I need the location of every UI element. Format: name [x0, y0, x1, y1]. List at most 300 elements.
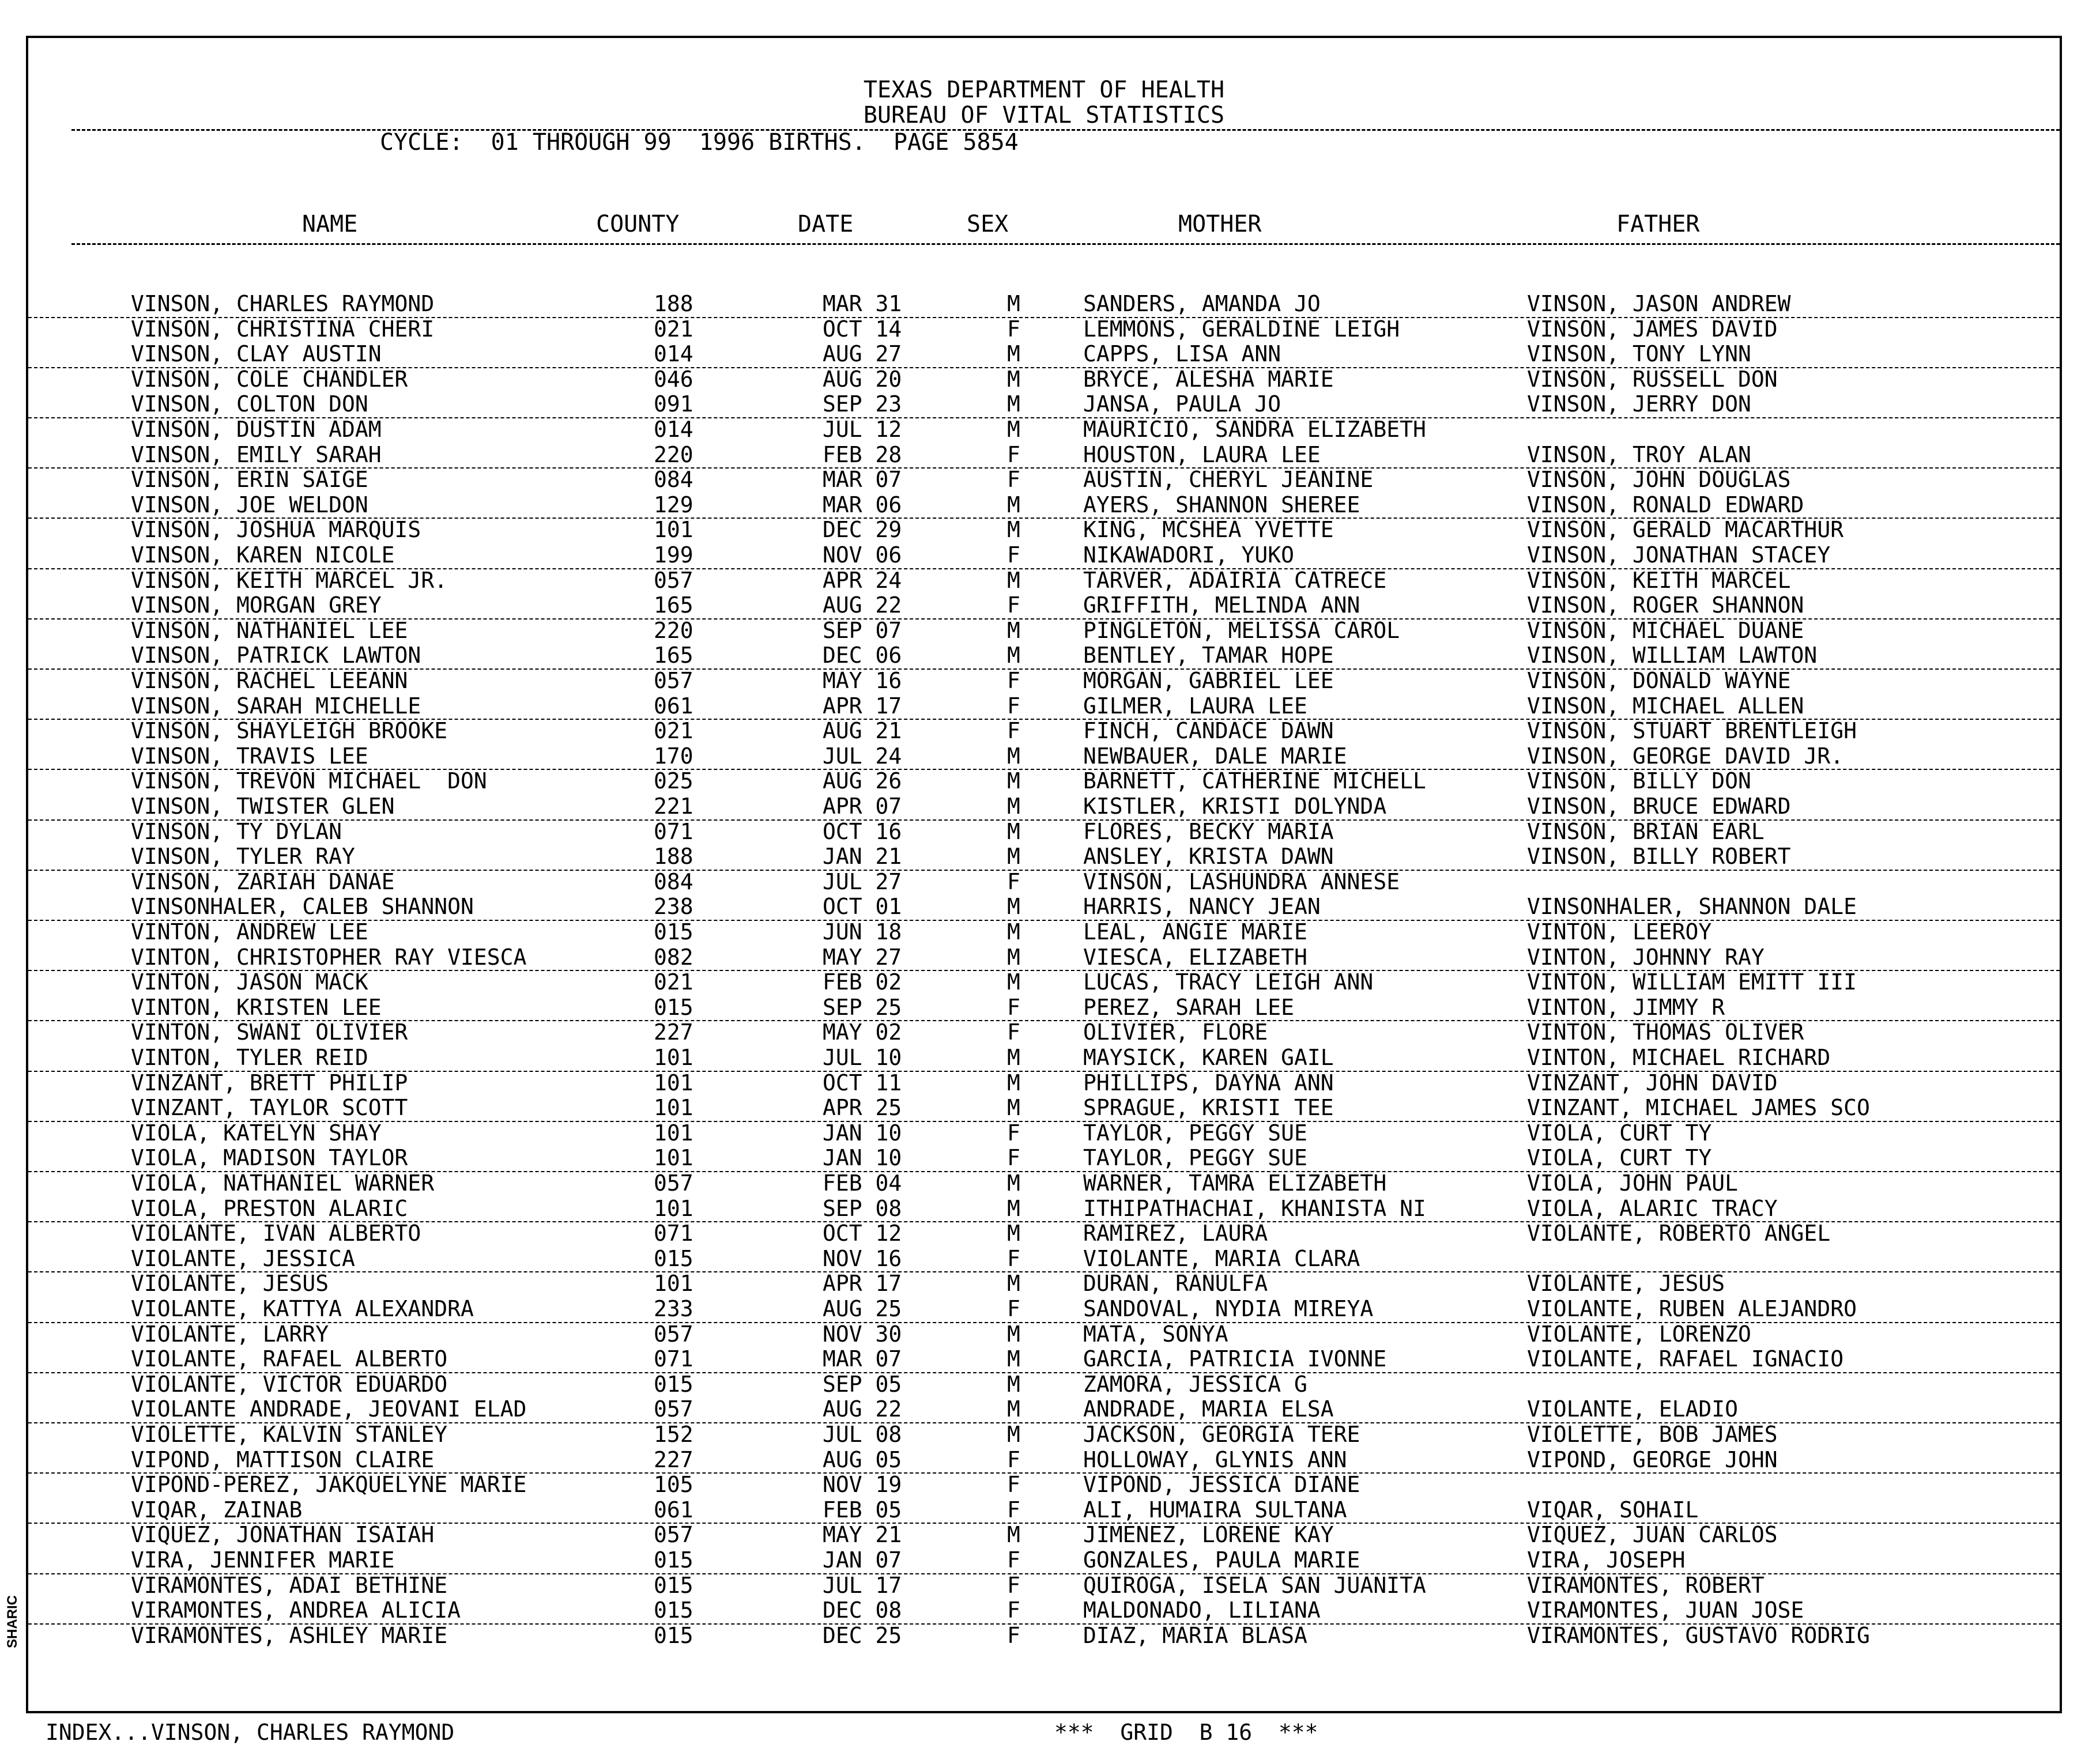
record-mother: ALI, HUMAIRA SULTANA [1083, 1497, 1347, 1523]
record-date: MAY 02 [823, 1019, 902, 1045]
record-mother: MAURICIO, SANDRA ELIZABETH [1083, 417, 1426, 442]
record-mother: TARVER, ADAIRIA CATRECE [1083, 567, 1387, 593]
record-name: VIOLANTE, JESSICA [131, 1245, 355, 1271]
record-date: AUG 05 [823, 1446, 902, 1472]
record-father: VINSON, RONALD EDWARD [1527, 492, 1804, 518]
record-sex: F [1007, 1019, 1020, 1045]
record-name: VINSON, CHRISTINA CHERI [131, 316, 435, 342]
record-mother: KISTLER, KRISTI DOLYNDA [1083, 794, 1387, 819]
record-name: VINSON, SARAH MICHELLE [131, 693, 421, 719]
record-date: JUL 24 [823, 743, 902, 769]
record-sex: M [1007, 341, 1020, 367]
record-date: DEC 29 [823, 517, 902, 543]
record-sex: F [1007, 1120, 1020, 1146]
record-name: VIQUEZ, JONATHAN ISAIAH [131, 1522, 435, 1548]
record-name: VINSON, ZARIAH DANAE [131, 868, 395, 894]
record-name: VINTON, KRISTEN LEE [131, 994, 382, 1020]
record-father: VIRAMONTES, GUSTAVO RODRIG [1527, 1622, 1870, 1648]
record-date: MAR 31 [823, 291, 902, 316]
record-county: 014 [654, 417, 693, 442]
record-name: VIOLA, PRESTON ALARIC [131, 1195, 408, 1221]
record-county: 091 [654, 391, 693, 417]
record-father: VINSON, RUSSELL DON [1527, 366, 1778, 392]
record-name: VIOLANTE, JESUS [131, 1271, 329, 1297]
table-row [28, 618, 2060, 644]
grid-footer: *** GRID B 16 *** [1054, 1720, 1318, 1745]
record-father: VINSON, MICHAEL DUANE [1527, 617, 1804, 643]
table-row [28, 1623, 2060, 1649]
record-sex: M [1007, 1346, 1020, 1372]
table-row [28, 668, 2060, 694]
table-row [28, 970, 2060, 995]
record-date: APR 25 [823, 1095, 902, 1121]
record-mother: HARRIS, NANCY JEAN [1083, 894, 1321, 920]
column-header-county: COUNTY [596, 211, 680, 237]
column-header-date: DATE [798, 211, 854, 237]
table-row [28, 1271, 2060, 1297]
table-row [28, 769, 2060, 794]
record-sex: M [1007, 894, 1020, 920]
record-sex: M [1007, 366, 1020, 392]
record-name: VINSON, TY DYLAN [131, 818, 342, 844]
record-sex: M [1007, 1170, 1020, 1196]
table-row [28, 1347, 2060, 1373]
record-father: VINSON, JOHN DOUGLAS [1527, 467, 1791, 493]
record-mother: GRIFFITH, MELINDA ANN [1083, 592, 1360, 618]
record-sex: F [1007, 1446, 1020, 1472]
record-sex: F [1007, 868, 1020, 894]
table-row [28, 995, 2060, 1022]
record-sex: M [1007, 1321, 1020, 1347]
record-sex: M [1007, 844, 1020, 870]
table-row [28, 443, 2060, 469]
record-sex: M [1007, 1195, 1020, 1221]
record-date: NOV 06 [823, 542, 902, 568]
record-sex: F [1007, 1145, 1020, 1171]
table-row [28, 1071, 2060, 1096]
record-father: VINSON, BILLY ROBERT [1527, 844, 1791, 870]
record-name: VIRAMONTES, ANDREA ALICIA [131, 1597, 461, 1623]
record-name: VINSON, TREVON MICHAEL DON [131, 768, 487, 794]
record-father: VINSON, ROGER SHANNON [1527, 592, 1804, 618]
table-row [28, 1171, 2060, 1196]
record-mother: BENTLEY, TAMAR HOPE [1083, 643, 1334, 668]
record-mother: ANDRADE, MARIA ELSA [1083, 1396, 1334, 1422]
record-date: MAR 06 [823, 492, 902, 518]
record-sex: M [1007, 517, 1020, 543]
record-father: VINTON, LEEROY [1527, 919, 1712, 945]
record-name: VINSON, RACHEL LEEANN [131, 668, 408, 693]
record-name: VINSON, SHAYLEIGH BROOKE [131, 718, 448, 744]
table-row [28, 1196, 2060, 1223]
record-sex: F [1007, 441, 1020, 467]
record-father: VINSON, MICHAEL ALLEN [1527, 693, 1804, 719]
record-name: VINTON, SWANI OLIVIER [131, 1019, 408, 1045]
record-name: VIRA, JENNIFER MARIE [131, 1547, 395, 1573]
column-header-rule [71, 243, 2060, 245]
record-date: SEP 08 [823, 1195, 902, 1221]
record-county: 188 [654, 291, 693, 316]
record-name: VINSON, EMILY SARAH [131, 441, 382, 467]
record-sex: M [1007, 818, 1020, 844]
record-date: SEP 23 [823, 391, 902, 417]
record-mother: GONZALES, PAULA MARIE [1083, 1547, 1360, 1573]
record-date: JUN 18 [823, 919, 902, 945]
record-date: DEC 06 [823, 643, 902, 668]
record-county: 071 [654, 1221, 693, 1247]
record-name: VINTON, JASON MACK [131, 969, 368, 995]
record-name: VIOLA, MADISON TAYLOR [131, 1145, 408, 1171]
record-sex: F [1007, 1572, 1020, 1598]
record-father: VINSON, STUART BRENTLEIGH [1527, 718, 1857, 744]
record-sex: M [1007, 919, 1020, 945]
record-date: SEP 05 [823, 1371, 902, 1397]
record-name: VINSON, KAREN NICOLE [131, 542, 395, 568]
record-name: VINSON, KEITH MARCEL JR. [131, 567, 448, 593]
record-date: OCT 16 [823, 818, 902, 844]
table-row [28, 292, 2060, 318]
table-row [28, 1322, 2060, 1347]
record-sex: M [1007, 1221, 1020, 1247]
record-name: VIQAR, ZAINAB [131, 1497, 303, 1523]
table-row [28, 417, 2060, 443]
table-row [28, 317, 2060, 342]
record-mother: VINSON, LASHUNDRA ANNESE [1083, 868, 1400, 894]
record-father: VINSON, KEITH MARCEL [1527, 567, 1791, 593]
record-mother: GILMER, LAURA LEE [1083, 693, 1307, 719]
record-county: 061 [654, 1497, 693, 1523]
record-name: VIOLANTE, LARRY [131, 1321, 329, 1347]
record-date: APR 17 [823, 1271, 902, 1297]
table-row [28, 1221, 2060, 1247]
table-row [28, 894, 2060, 921]
record-father: VINSON, WILLIAM LAWTON [1527, 643, 1818, 668]
record-sex: F [1007, 1497, 1020, 1523]
record-date: MAY 16 [823, 668, 902, 693]
record-father: VINTON, MICHAEL RICHARD [1527, 1045, 1831, 1070]
record-name: VINTON, CHRISTOPHER RAY VIESCA [131, 944, 527, 970]
table-row [28, 1548, 2060, 1574]
record-county: 084 [654, 467, 693, 493]
record-sex: M [1007, 768, 1020, 794]
record-county: 165 [654, 643, 693, 668]
record-county: 227 [654, 1446, 693, 1472]
record-sex: F [1007, 1622, 1020, 1648]
column-header-name: NAME [302, 211, 358, 237]
record-mother: WARNER, TAMRA ELIZABETH [1083, 1170, 1387, 1196]
record-father: VINSON, DONALD WAYNE [1527, 668, 1791, 693]
table-row [28, 870, 2060, 895]
record-mother: KING, MCSHEA YVETTE [1083, 517, 1334, 543]
record-sex: F [1007, 1597, 1020, 1623]
record-name: VIOLANTE, KATTYA ALEXANDRA [131, 1296, 474, 1321]
record-sex: M [1007, 617, 1020, 643]
record-mother: PEREZ, SARAH LEE [1083, 994, 1295, 1020]
record-father: VIOLANTE, ROBERTO ANGEL [1527, 1221, 1831, 1247]
record-mother: AYERS, SHANNON SHEREE [1083, 492, 1360, 518]
record-father: VINSON, BRUCE EDWARD [1527, 794, 1791, 819]
record-father: VIOLANTE, JESUS [1527, 1271, 1725, 1297]
record-date: APR 17 [823, 693, 902, 719]
record-father: VIOLANTE, LORENZO [1527, 1321, 1751, 1347]
record-county: 025 [654, 768, 693, 794]
record-sex: M [1007, 417, 1020, 442]
table-row [28, 518, 2060, 543]
record-date: APR 24 [823, 567, 902, 593]
record-county: 221 [654, 794, 693, 819]
department-title: TEXAS DEPARTMENT OF HEALTH [863, 77, 1225, 103]
record-father: VINTON, WILLIAM EMITT III [1527, 969, 1857, 995]
table-row [28, 1096, 2060, 1122]
record-county: 015 [654, 1245, 693, 1271]
record-county: 021 [654, 718, 693, 744]
record-date: FEB 04 [823, 1170, 902, 1196]
record-date: AUG 21 [823, 718, 902, 744]
record-father: VIOLA, CURT TY [1527, 1145, 1712, 1171]
record-father: VINSON, GERALD MACARTHUR [1527, 517, 1844, 543]
record-date: FEB 02 [823, 969, 902, 995]
record-date: MAY 27 [823, 944, 902, 970]
record-county: 082 [654, 944, 693, 970]
record-date: SEP 07 [823, 617, 902, 643]
record-name: VIOLANTE, RAFAEL ALBERTO [131, 1346, 448, 1372]
record-father: VINSON, JERRY DON [1527, 391, 1751, 417]
record-name: VIPOND, MATTISON CLAIRE [131, 1446, 435, 1472]
record-name: VINSON, ERIN SAIGE [131, 467, 368, 493]
record-father: VIOLA, ALARIC TRACY [1527, 1195, 1778, 1221]
record-county: 101 [654, 1070, 693, 1096]
record-county: 071 [654, 1346, 693, 1372]
table-row [28, 744, 2060, 770]
table-row [28, 694, 2060, 720]
table-row [28, 1448, 2060, 1474]
record-father: VIOLA, CURT TY [1527, 1120, 1712, 1146]
record-sex: F [1007, 542, 1020, 568]
record-father: VINZANT, JOHN DAVID [1527, 1070, 1778, 1096]
record-mother: MORGAN, GABRIEL LEE [1083, 668, 1334, 693]
record-mother: GARCIA, PATRICIA IVONNE [1083, 1346, 1387, 1372]
record-father: VIPOND, GEORGE JOHN [1527, 1446, 1778, 1472]
record-county: 152 [654, 1422, 693, 1447]
record-name: VINZANT, BRETT PHILIP [131, 1070, 408, 1096]
record-county: 015 [654, 919, 693, 945]
record-county: 057 [654, 1321, 693, 1347]
record-mother: LUCAS, TRACY LEIGH ANN [1083, 969, 1374, 995]
record-father: VIOLANTE, RAFAEL IGNACIO [1527, 1346, 1844, 1372]
record-date: OCT 11 [823, 1070, 902, 1096]
record-date: JAN 10 [823, 1145, 902, 1171]
record-county: 101 [654, 1095, 693, 1121]
record-county: 015 [654, 994, 693, 1020]
record-mother: RAMIREZ, LAURA [1083, 1221, 1268, 1247]
record-county: 015 [654, 1597, 693, 1623]
record-county: 057 [654, 668, 693, 693]
record-name: VIOLETTE, KALVIN STANLEY [131, 1422, 448, 1447]
record-county: 220 [654, 441, 693, 467]
table-row [28, 1247, 2060, 1273]
table-row [28, 1146, 2060, 1172]
record-date: AUG 22 [823, 1396, 902, 1422]
record-sex: M [1007, 944, 1020, 970]
record-mother: HOUSTON, LAURA LEE [1083, 441, 1321, 467]
record-name: VIRAMONTES, ASHLEY MARIE [131, 1622, 448, 1648]
table-row [28, 367, 2060, 392]
record-sex: M [1007, 1045, 1020, 1070]
record-sex: F [1007, 668, 1020, 693]
table-row [28, 543, 2060, 569]
record-father: VIOLA, JOHN PAUL [1527, 1170, 1739, 1196]
record-mother: NIKAWADORI, YUKO [1083, 542, 1295, 568]
record-mother: VIESCA, ELIZABETH [1083, 944, 1307, 970]
record-county: 046 [654, 366, 693, 392]
record-mother: JIMENEZ, LORENE KAY [1083, 1522, 1334, 1548]
record-mother: AUSTIN, CHERYL JEANINE [1083, 467, 1374, 493]
record-sex: M [1007, 1396, 1020, 1422]
index-footer: INDEX...VINSON, CHARLES RAYMOND [46, 1720, 455, 1745]
table-row [28, 1523, 2060, 1548]
table-row [28, 1598, 2060, 1625]
record-name: VIOLANTE, IVAN ALBERTO [131, 1221, 421, 1247]
record-date: JAN 07 [823, 1547, 902, 1573]
record-father: VINSON, TONY LYNN [1527, 341, 1751, 367]
record-mother: NEWBAUER, DALE MARIE [1083, 743, 1347, 769]
record-sex: M [1007, 291, 1020, 316]
record-date: SEP 25 [823, 994, 902, 1020]
record-date: JAN 21 [823, 844, 902, 870]
record-sex: F [1007, 1472, 1020, 1498]
record-county: 015 [654, 1371, 693, 1397]
record-mother: JACKSON, GEORGIA TERE [1083, 1422, 1360, 1447]
record-sex: F [1007, 994, 1020, 1020]
record-sex: F [1007, 693, 1020, 719]
record-date: JUL 17 [823, 1572, 902, 1598]
record-father: VINSON, BILLY DON [1527, 768, 1751, 794]
record-date: AUG 22 [823, 592, 902, 618]
record-date: AUG 25 [823, 1296, 902, 1321]
record-date: MAR 07 [823, 467, 902, 493]
table-row [28, 1472, 2060, 1498]
record-date: MAR 07 [823, 1346, 902, 1372]
record-mother: VIOLANTE, MARIA CLARA [1083, 1245, 1360, 1271]
record-name: VINSON, JOSHUA MARQUIS [131, 517, 421, 543]
record-mother: SANDOVAL, NYDIA MIREYA [1083, 1296, 1374, 1321]
record-mother: OLIVIER, FLORE [1083, 1019, 1268, 1045]
record-mother: ZAMORA, JESSICA G [1083, 1371, 1307, 1397]
record-sex: M [1007, 1522, 1020, 1548]
record-father: VINZANT, MICHAEL JAMES SCO [1527, 1095, 1870, 1121]
record-county: 071 [654, 818, 693, 844]
column-header-father: FATHER [1616, 211, 1700, 237]
table-row [28, 920, 2060, 945]
record-sex: M [1007, 743, 1020, 769]
record-mother: MALDONADO, LILIANA [1083, 1597, 1321, 1623]
record-mother: MAYSICK, KAREN GAIL [1083, 1045, 1334, 1070]
side-stamp: SHARIC [5, 1595, 20, 1648]
table-row [28, 342, 2060, 368]
record-father: VIOLANTE, RUBEN ALEJANDRO [1527, 1296, 1857, 1321]
record-county: 165 [654, 592, 693, 618]
record-county: 101 [654, 517, 693, 543]
table-row [28, 1045, 2060, 1072]
record-sex: M [1007, 492, 1020, 518]
table-row [28, 1372, 2060, 1397]
record-county: 101 [654, 1045, 693, 1070]
record-mother: ITHIPATHACHAI, KHANISTA NI [1083, 1195, 1426, 1221]
table-row [28, 1020, 2060, 1045]
record-date: JUL 10 [823, 1045, 902, 1070]
record-father: VIRAMONTES, ROBERT [1527, 1572, 1765, 1598]
record-mother: MATA, SONYA [1083, 1321, 1228, 1347]
record-sex: F [1007, 1245, 1020, 1271]
record-father: VIQAR, SOHAIL [1527, 1497, 1699, 1523]
record-mother: SPRAGUE, KRISTI TEE [1083, 1095, 1334, 1121]
record-date: FEB 05 [823, 1497, 902, 1523]
record-mother: TAYLOR, PEGGY SUE [1083, 1145, 1307, 1171]
record-name: VIOLA, KATELYN SHAY [131, 1120, 382, 1146]
record-name: VIRAMONTES, ADAI BETHINE [131, 1572, 448, 1598]
record-sex: M [1007, 391, 1020, 417]
record-county: 015 [654, 1572, 693, 1598]
record-sex: M [1007, 1070, 1020, 1096]
record-name: VINSON, PATRICK LAWTON [131, 643, 421, 668]
record-date: AUG 26 [823, 768, 902, 794]
record-date: DEC 08 [823, 1597, 902, 1623]
record-mother: LEAL, ANGIE MARIE [1083, 919, 1307, 945]
record-father: VINTON, THOMAS OLIVER [1527, 1019, 1804, 1045]
record-mother: QUIROGA, ISELA SAN JUANITA [1083, 1572, 1426, 1598]
table-row [28, 1573, 2060, 1599]
record-name: VIPOND-PEREZ, JAKQUELYNE MARIE [131, 1472, 527, 1498]
record-mother: BARNETT, CATHERINE MICHELL [1083, 768, 1426, 794]
record-sex: F [1007, 467, 1020, 493]
record-date: NOV 19 [823, 1472, 902, 1498]
record-mother: SANDERS, AMANDA JO [1083, 291, 1321, 316]
record-county: 238 [654, 894, 693, 920]
table-row [28, 1397, 2060, 1423]
record-county: 199 [654, 542, 693, 568]
record-sex: M [1007, 794, 1020, 819]
record-county: 021 [654, 969, 693, 995]
record-sex: M [1007, 969, 1020, 995]
bureau-title: BUREAU OF VITAL STATISTICS [863, 102, 1225, 129]
record-mother: PHILLIPS, DAYNA ANN [1083, 1070, 1334, 1096]
record-name: VINTON, TYLER REID [131, 1045, 368, 1070]
record-date: OCT 14 [823, 316, 902, 342]
record-name: VINSON, MORGAN GREY [131, 592, 382, 618]
record-mother: ANSLEY, KRISTA DAWN [1083, 844, 1334, 870]
record-name: VINSON, COLTON DON [131, 391, 368, 417]
record-mother: FINCH, CANDACE DAWN [1083, 718, 1334, 744]
record-county: 220 [654, 617, 693, 643]
record-county: 014 [654, 341, 693, 367]
record-date: OCT 12 [823, 1221, 902, 1247]
table-row [28, 819, 2060, 845]
record-father: VIRAMONTES, JUAN JOSE [1527, 1597, 1804, 1623]
record-county: 170 [654, 743, 693, 769]
header-rule [71, 129, 2060, 131]
record-date: AUG 27 [823, 341, 902, 367]
record-mother: BRYCE, ALESHA MARIE [1083, 366, 1334, 392]
record-county: 188 [654, 844, 693, 870]
record-father: VINSON, TROY ALAN [1527, 441, 1751, 467]
record-father: VINSON, BRIAN EARL [1527, 818, 1765, 844]
record-date: DEC 25 [823, 1622, 902, 1648]
record-date: JUL 08 [823, 1422, 902, 1447]
record-sex: F [1007, 718, 1020, 744]
record-county: 101 [654, 1145, 693, 1171]
record-name: VINSONHALER, CALEB SHANNON [131, 894, 474, 920]
record-sex: M [1007, 1271, 1020, 1297]
